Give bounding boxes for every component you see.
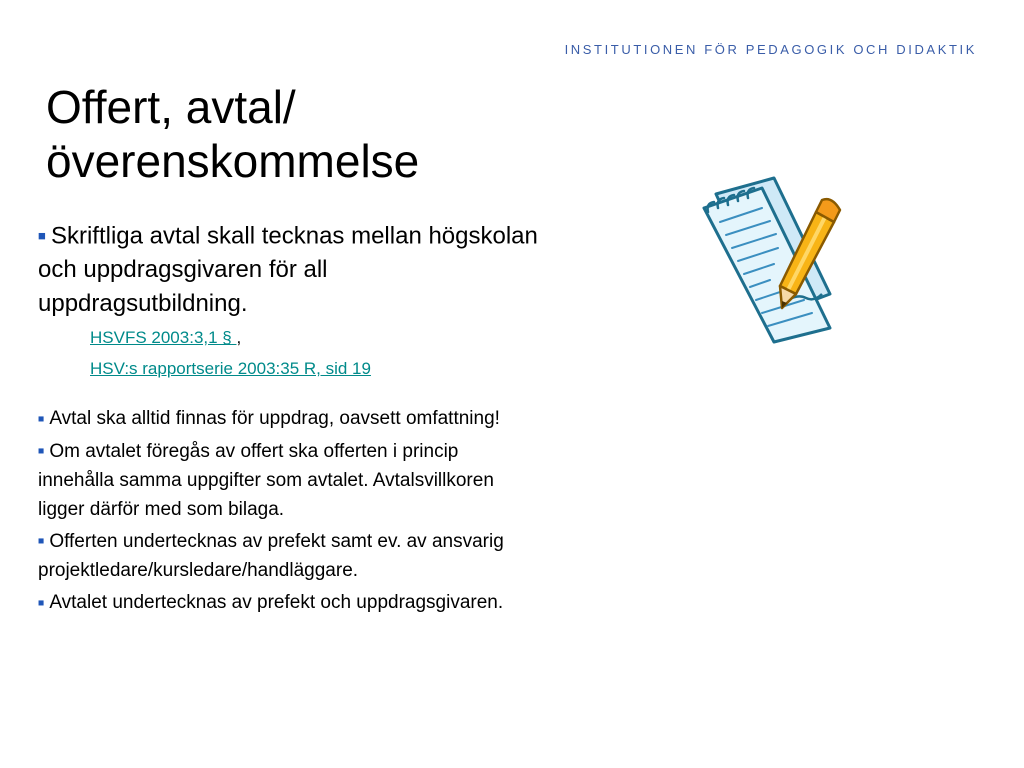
- notepad-with-pencil-icon: [696, 176, 868, 346]
- main-bullet-text: Skriftliga avtal skall tecknas mellan högskolan och uppdragsgivaren för all uppdragsutbildning.: [38, 222, 538, 318]
- reference-line-2: [90, 353, 538, 384]
- bullet-square-icon: ■: [38, 446, 45, 458]
- main-bullet: [38, 219, 538, 321]
- bullet-text: Avtalet undertecknas av prefekt och uppdragsgivaren.: [49, 592, 504, 614]
- slide-title: [46, 80, 606, 188]
- bullet-square-icon: ■: [38, 228, 46, 243]
- reference-separator: ,: [236, 328, 242, 348]
- bullet-text: Offerten undertecknas av prefekt samt ev. av ansvarig projektledare/kursledare/handläggare.: [38, 531, 504, 582]
- bullet-item: [38, 404, 538, 433]
- bullet-square-icon: ■: [38, 413, 45, 425]
- bullet-square-icon: ■: [38, 597, 45, 609]
- institution-header: INSTITUTIONEN FÖR PEDAGOGIK OCH DIDAKTIK: [564, 42, 977, 57]
- bullet-square-icon: ■: [38, 536, 45, 548]
- hsv-rapportserie-link[interactable]: HSV:s rapportserie 2003:35 R, sid 19: [90, 359, 371, 379]
- bullet-item: [38, 588, 538, 617]
- slide-content: [38, 219, 538, 621]
- title-line-1: Offert, avtal/: [46, 81, 296, 133]
- bullet-item: [38, 437, 538, 524]
- bullet-text: Om avtalet föregås av offert ska offerten i princip innehålla samma uppgifter som avtalet. Avtalsvillkoren ligger därför med som bilaga.: [38, 440, 494, 521]
- title-line-2: överenskommelse: [46, 135, 420, 187]
- references: [90, 322, 538, 384]
- bullet-item: [38, 527, 538, 585]
- reference-line-1: [90, 322, 538, 353]
- bullet-text: Avtal ska alltid finnas för uppdrag, oavsett omfattning!: [49, 408, 500, 430]
- hsvfs-link[interactable]: HSVFS 2003:3,1 §: [90, 328, 237, 348]
